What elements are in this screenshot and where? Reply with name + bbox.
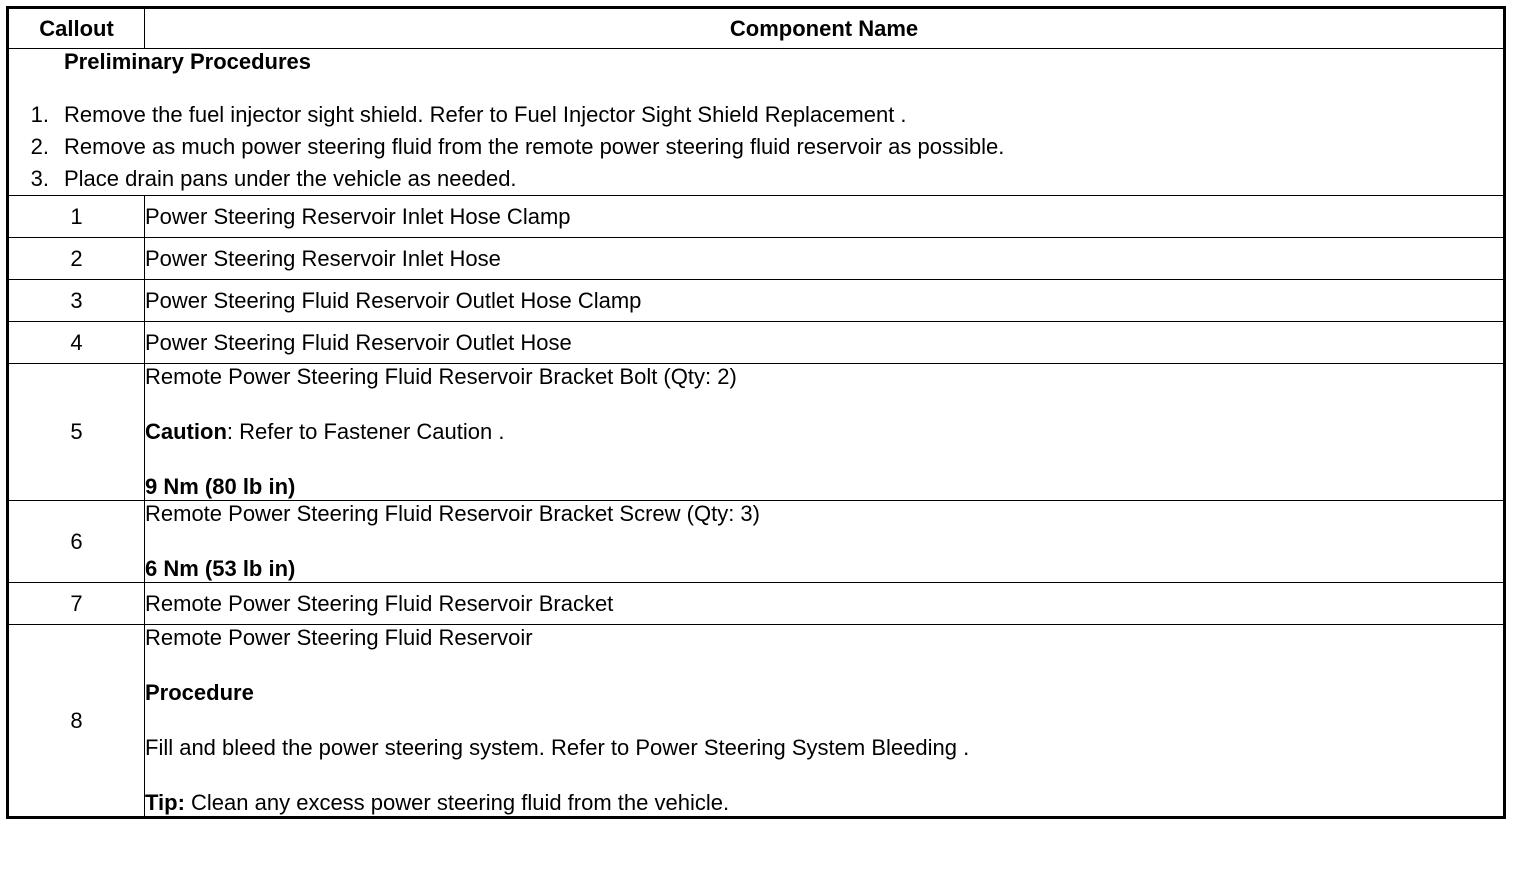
callout-cell: 6 <box>8 501 145 583</box>
preliminary-step <box>9 99 1503 131</box>
component-name-cell: Power Steering Fluid Reservoir Outlet Hose Clamp <box>145 280 1505 322</box>
caution-note <box>145 419 1503 445</box>
step-text: Remove as much power steering fluid from the remote power steering fluid reservoir as possible. <box>64 134 1005 159</box>
callout-cell: 7 <box>8 583 145 625</box>
component-name-cell: Power Steering Reservoir Inlet Hose Clamp <box>145 196 1505 238</box>
preliminary-procedures <box>8 49 1505 196</box>
tip-text: Clean any excess power steering fluid from the vehicle. <box>184 790 730 815</box>
tip-note <box>145 790 1503 816</box>
callout-cell: 1 <box>8 196 145 238</box>
component-table <box>6 6 1506 819</box>
table-row <box>8 364 1505 501</box>
component-name: Remote Power Steering Fluid Reservoir <box>145 625 533 650</box>
step-number: 3. <box>30 166 49 191</box>
caution-label: Caution <box>145 419 227 444</box>
tip-label: Tip: <box>145 790 185 815</box>
table-row <box>8 196 1505 238</box>
table-row <box>8 238 1505 280</box>
table-row <box>8 322 1505 364</box>
table-row <box>8 625 1505 818</box>
header-row <box>8 8 1505 49</box>
caution-text: : Refer to Fastener Caution . <box>226 419 505 444</box>
table-row <box>8 501 1505 583</box>
callout-cell: 4 <box>8 322 145 364</box>
component-name-cell <box>145 625 1505 818</box>
preliminary-step <box>9 163 1503 195</box>
component-name-cell: Power Steering Fluid Reservoir Outlet Hose <box>145 322 1505 364</box>
component-name-cell <box>145 364 1505 501</box>
header-callout: Callout <box>8 8 145 49</box>
component-name: Remote Power Steering Fluid Reservoir Bracket Bolt (Qty: 2) <box>145 364 737 389</box>
preliminary-title: Preliminary Procedures <box>64 49 312 74</box>
torque-spec: 9 Nm (80 lb in) <box>145 474 296 499</box>
preliminary-step <box>9 131 1503 163</box>
step-number: 1. <box>30 102 49 127</box>
callout-cell: 8 <box>8 625 145 818</box>
preliminary-steps <box>9 99 1503 195</box>
component-name-cell: Remote Power Steering Fluid Reservoir Bracket <box>145 583 1505 625</box>
table-row <box>8 280 1505 322</box>
callout-cell: 2 <box>8 238 145 280</box>
procedure-text: Fill and bleed the power steering system. Refer to Power Steering System Bleeding . <box>145 735 970 760</box>
header-component-name: Component Name <box>145 8 1505 49</box>
component-name: Remote Power Steering Fluid Reservoir Bracket Screw (Qty: 3) <box>145 501 760 526</box>
torque-spec: 6 Nm (53 lb in) <box>145 556 296 581</box>
step-number: 2. <box>30 134 49 159</box>
procedure-label: Procedure <box>145 680 254 705</box>
callout-cell: 5 <box>8 364 145 501</box>
component-name-cell: Power Steering Reservoir Inlet Hose <box>145 238 1505 280</box>
component-name-cell <box>145 501 1505 583</box>
callout-cell: 3 <box>8 280 145 322</box>
preliminary-row <box>8 49 1505 196</box>
step-text: Remove the fuel injector sight shield. Refer to Fuel Injector Sight Shield Replacement . <box>64 102 907 127</box>
step-text: Place drain pans under the vehicle as needed. <box>64 166 517 191</box>
table-row <box>8 583 1505 625</box>
